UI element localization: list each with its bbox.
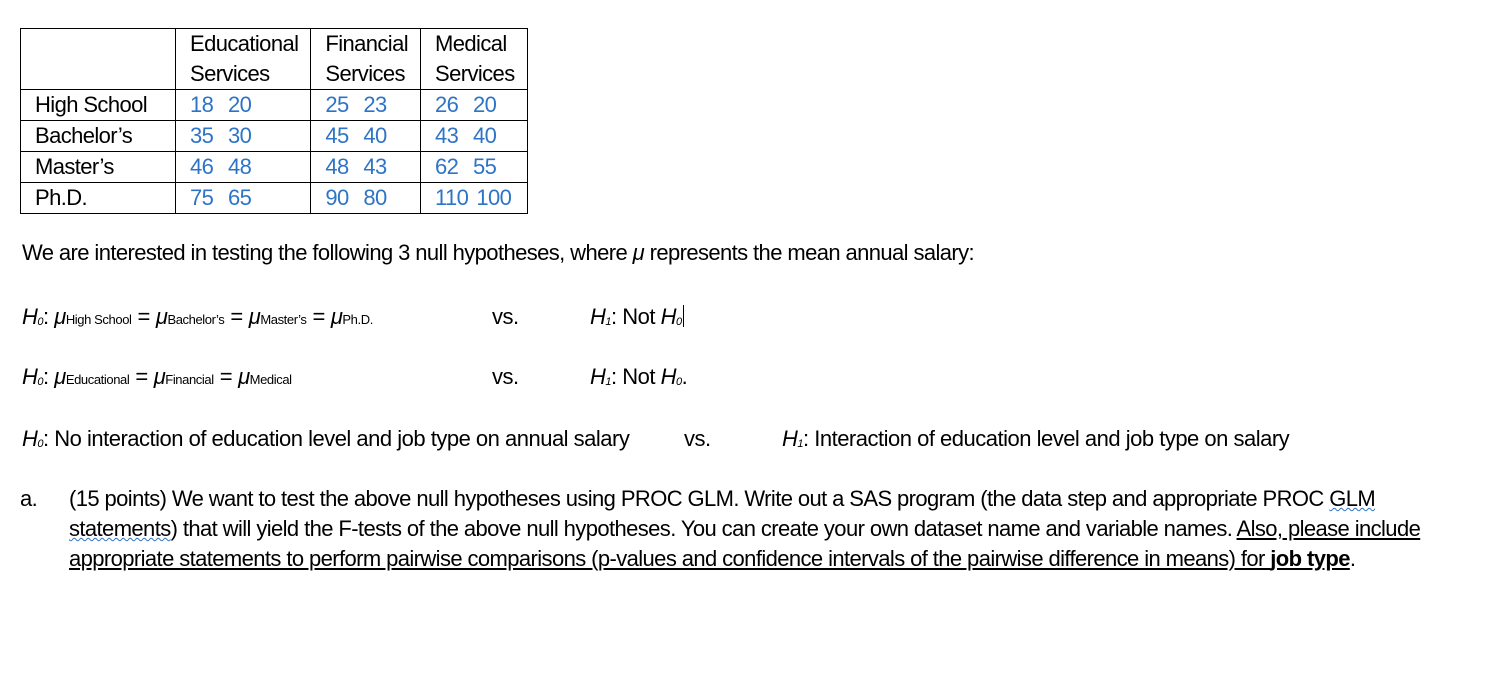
- h0-subscript: 0: [37, 438, 44, 450]
- column-header-line: Educational: [190, 31, 299, 56]
- period: .: [1349, 546, 1356, 571]
- mu-symbol: μ: [330, 304, 343, 329]
- salary-value: 20: [473, 92, 497, 117]
- salary-value: 62: [435, 154, 459, 179]
- h1-interaction-text: : Interaction of education level and job type on salary: [803, 426, 1290, 451]
- mu-subscript: Master’s: [260, 312, 307, 327]
- table-corner-cell: [21, 29, 176, 90]
- mu-symbol: μ: [155, 304, 168, 329]
- salary-cell: [176, 90, 311, 121]
- table-row: [21, 121, 528, 152]
- salary-value: 46: [190, 154, 214, 179]
- equals-sign: =: [137, 304, 150, 329]
- salary-cell: [176, 152, 311, 183]
- equals-sign: =: [135, 364, 148, 389]
- h0-job-type: H0: μEducational = μFinancial = μMedical: [22, 364, 292, 389]
- vs-label: vs.: [492, 304, 519, 329]
- h1-not-text: : Not: [611, 304, 661, 329]
- mu-subscript: Medical: [249, 372, 292, 387]
- mu-subscript: High School: [65, 312, 132, 327]
- h0-symbol: H: [660, 364, 676, 389]
- salary-value: 35: [190, 123, 214, 148]
- mu-subscript: Ph.D.: [342, 312, 373, 327]
- salary-cell: [176, 121, 311, 152]
- mu-subscript: Financial: [165, 372, 214, 387]
- h0-symbol: H: [660, 304, 676, 329]
- text-cursor: [683, 305, 684, 327]
- mu-symbol: μ: [238, 364, 250, 389]
- salary-value: 26: [435, 92, 459, 117]
- equals-sign: =: [312, 304, 325, 329]
- h1-education: [590, 304, 684, 330]
- h1-symbol: H: [590, 304, 606, 329]
- row-label: Bachelor’s: [21, 121, 176, 152]
- spellcheck-word-glm: GLM: [1329, 486, 1376, 511]
- intro-text: [22, 240, 974, 266]
- h0-education: H0: μHigh School = μBachelor’s = μMaster’s = μPh.D.: [22, 304, 373, 329]
- salary-value: 30: [228, 123, 252, 148]
- h1-subscript: 1: [605, 316, 612, 328]
- question-a: [20, 484, 1460, 574]
- h0-subscript: 0: [675, 376, 682, 388]
- salary-cell: [311, 152, 421, 183]
- column-header-line: Financial: [325, 31, 409, 56]
- column-header-line: Services: [435, 61, 515, 86]
- mu-subscript: Educational: [65, 372, 130, 387]
- salary-cell: [311, 90, 421, 121]
- column-header-line: Services: [190, 61, 270, 86]
- salary-value: 23: [363, 92, 387, 117]
- salary-value: 40: [363, 123, 387, 148]
- equals-sign: =: [230, 304, 243, 329]
- row-label: High School: [21, 90, 176, 121]
- salary-value: 20: [228, 92, 252, 117]
- equals-sign: =: [219, 364, 233, 389]
- salary-value: 43: [435, 123, 459, 148]
- h1-subscript: 1: [605, 376, 612, 388]
- mu-symbol: μ: [54, 364, 66, 389]
- h0-symbol: H: [22, 426, 38, 451]
- h1-interaction: [782, 426, 1289, 452]
- spellcheck-word-statements: statements: [69, 516, 171, 541]
- salary-cell: [421, 90, 528, 121]
- salary-cell: [311, 121, 421, 152]
- h0-interaction-text: : No interaction of education level and job type on annual salary: [43, 426, 630, 451]
- salary-cell: [421, 183, 528, 214]
- h0-subscript: 0: [37, 316, 44, 328]
- h1-symbol: H: [782, 426, 798, 451]
- salary-value: 25: [325, 92, 349, 117]
- salary-value: 75: [190, 185, 214, 210]
- salary-value: 100: [476, 185, 512, 210]
- h1-not-text: : Not: [611, 364, 661, 389]
- h0-subscript: 0: [675, 316, 682, 328]
- question-body: [69, 484, 1460, 574]
- salary-value: 65: [228, 185, 252, 210]
- mu-symbol: μ: [632, 240, 645, 265]
- row-label: Master’s: [21, 152, 176, 183]
- table-row: [21, 183, 528, 214]
- vs-label: vs.: [492, 364, 519, 389]
- salary-value: 48: [228, 154, 252, 179]
- table-row: [21, 90, 528, 121]
- salary-value: 43: [363, 154, 387, 179]
- column-header-line: Medical: [435, 31, 507, 56]
- job-type-means: [54, 364, 291, 389]
- column-header-line: Services: [325, 61, 405, 86]
- table-header-row: [21, 29, 528, 90]
- vs-label: vs.: [684, 426, 711, 451]
- salary-cell: [176, 183, 311, 214]
- h0-symbol: H: [22, 304, 38, 329]
- h1-subscript: 1: [797, 438, 804, 450]
- intro-text-part: represents the mean annual salary:: [644, 240, 975, 265]
- mu-subscript: Bachelor’s: [167, 312, 225, 327]
- salary-value: 18: [190, 92, 214, 117]
- question-bold-text: job type: [1270, 546, 1350, 571]
- h1-symbol: H: [590, 364, 606, 389]
- intro-text-part: We are interested in testing the following 3 null hypotheses, where: [22, 240, 633, 265]
- h1-job-type: [590, 364, 687, 390]
- h0-subscript: 0: [37, 376, 44, 388]
- mu-symbol: μ: [54, 304, 66, 329]
- table-row: [21, 152, 528, 183]
- h0-symbol: H: [22, 364, 38, 389]
- education-means: [54, 304, 373, 329]
- salary-value: 45: [325, 123, 349, 148]
- salary-value: 48: [325, 154, 349, 179]
- column-header-financial: [311, 29, 421, 90]
- salary-cell: [311, 183, 421, 214]
- salary-value: 90: [325, 185, 349, 210]
- row-label: Ph.D.: [21, 183, 176, 214]
- salary-value: 55: [473, 154, 497, 179]
- salary-cell: [421, 121, 528, 152]
- salary-value: 40: [473, 123, 497, 148]
- question-underlined-text: Also, please include appropriate statements to perform pairwise comparisons (p-values and confidence intervals of the pairwise difference in means) for: [69, 516, 1421, 571]
- question-text: (15 points) We want to test the above null hypotheses using PROC GLM. Write out a SAS program (the data step and appropriate PROC: [69, 486, 1330, 511]
- salary-value: 80: [363, 185, 387, 210]
- period: .: [681, 364, 688, 389]
- question-text: ) that will yield the F-tests of the above null hypotheses. You can create your own dataset name and variable names.: [170, 516, 1237, 541]
- h0-interaction: [22, 426, 629, 452]
- salary-value: 110: [435, 185, 469, 210]
- salary-cell: [421, 152, 528, 183]
- column-header-medical: [421, 29, 528, 90]
- mu-symbol: μ: [248, 304, 261, 329]
- mu-symbol: μ: [153, 364, 166, 389]
- question-label: a.: [20, 486, 38, 511]
- salary-table: [20, 28, 528, 214]
- column-header-educational: [176, 29, 311, 90]
